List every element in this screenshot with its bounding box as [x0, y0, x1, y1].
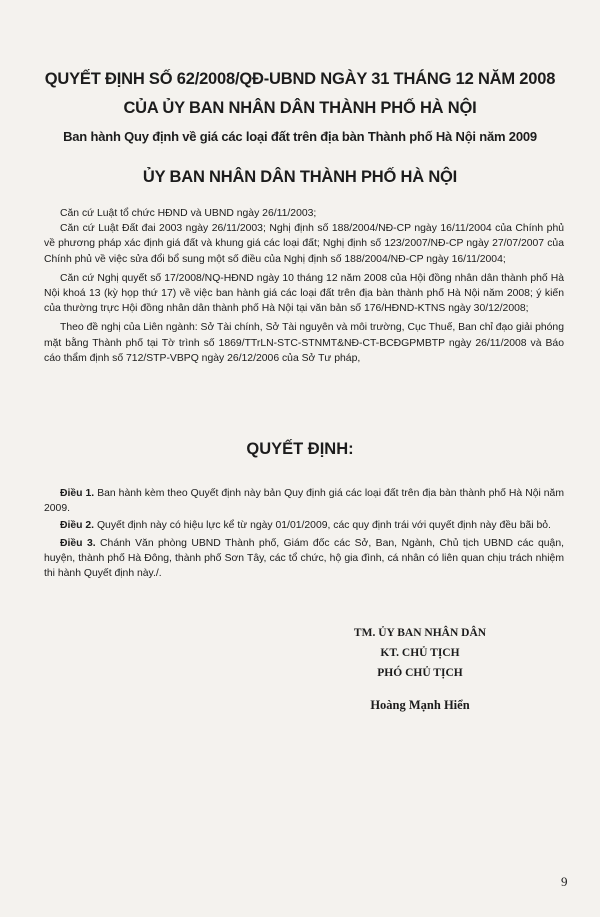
- signer-name: Hoàng Mạnh Hiển: [370, 698, 470, 712]
- articles: [44, 484, 564, 581]
- article-2: [44, 518, 564, 533]
- page-number: 9: [561, 874, 568, 889]
- preamble: [44, 206, 564, 366]
- document-subtitle: Ban hành Quy định về giá các loại đất trên địa bàn Thành phố Hà Nội năm 2009: [63, 129, 537, 144]
- article-1: [44, 486, 564, 516]
- preamble-paragraph: Căn cứ Nghị quyết số 17/2008/NQ-HĐND ngày 10 tháng 12 năm 2008 của Hội đồng nhân dân thành phố Hà Nội khoá 13 (kỳ họp thứ 17) về việc ban hành giá các loại đất trên địa bàn thành phố Hà Nội năm 2008; ý kiến của thường trực Hội đồng nhân dân thành phố Hà Nội tại văn bản số 176/HĐND-KTNS ngày 30/12/2008;: [44, 272, 564, 315]
- preamble-paragraph: Căn cứ Luật tổ chức HĐND và UBND ngày 26/11/2003;: [60, 208, 317, 219]
- article-3: [44, 536, 564, 582]
- preamble-paragraph: Theo đề nghị của Liên ngành: Sở Tài chính, Sở Tài nguyên và môi trường, Cục Thuế, Ban chỉ đạo giải phóng mặt bằng Thành phố tại Tờ trình số 1869/TTrLN-STC-STNMT&NĐ-CT-BCĐGPMBTP ngày 26/11/2008 và Báo cáo thẩm định số 712/STP-VBPQ ngày 26/12/2006 của Sở Tư pháp,: [44, 322, 564, 364]
- decision-heading: QUYẾT ĐỊNH:: [246, 440, 354, 458]
- signature-org: TM. ỦY BAN NHÂN DÂN: [353, 627, 487, 639]
- article-label: Điều 1.: [60, 488, 95, 499]
- signature-role: KT. CHỦ TỊCH: [380, 647, 460, 659]
- issuer-heading: ỦY BAN NHÂN DÂN THÀNH PHỐ HÀ NỘI: [142, 168, 458, 186]
- article-label: Điều 3.: [60, 537, 96, 549]
- document-title-line1: QUYẾT ĐỊNH SỐ 62/2008/QĐ-UBND NGÀY 31 THÁNG 12 NĂM 2008: [44, 70, 556, 88]
- article-text: Quyết định này có hiệu lực kể từ ngày 01/01/2009, các quy định trái với quyết định này đều bãi bỏ.: [94, 520, 551, 532]
- article-label: Điều 2.: [60, 520, 95, 532]
- preamble-paragraph: Căn cứ Luật Đất đai 2003 ngày 26/11/2003; Nghị định số 188/2004/NĐ-CP ngày 16/11/2004 của Chính phủ về phương pháp xác định giá đất và khung giá các loại đất; Nghị định số 123/2007/NĐ-CP ngày 27/07/2007 của Chính phủ về việc sửa đổi bổ sung một số điều của Nghị định số 188/2004/NĐ-CP ngày 16/11/2004;: [44, 223, 564, 265]
- signature-title: PHÓ CHỦ TỊCH: [377, 667, 463, 679]
- article-text: Chánh Văn phòng UBND Thành phố, Giám đốc các Sở, Ban, Ngành, Chủ tịch UBND các quận, huyện, thành phố Hà Đông, thành phố Sơn Tây, các tổ chức, hộ gia đình, cá nhân có liên quan chịu trách nhiệm thi hành Quyết định này./.: [44, 537, 564, 580]
- document-title-line2: CỦA ỦY BAN NHÂN DÂN THÀNH PHỐ HÀ NỘI: [123, 99, 477, 117]
- article-text: Ban hành kèm theo Quyết định này bản Quy định giá các loại đất trên địa bàn thành phố Hà Nội năm 2009.: [44, 488, 564, 515]
